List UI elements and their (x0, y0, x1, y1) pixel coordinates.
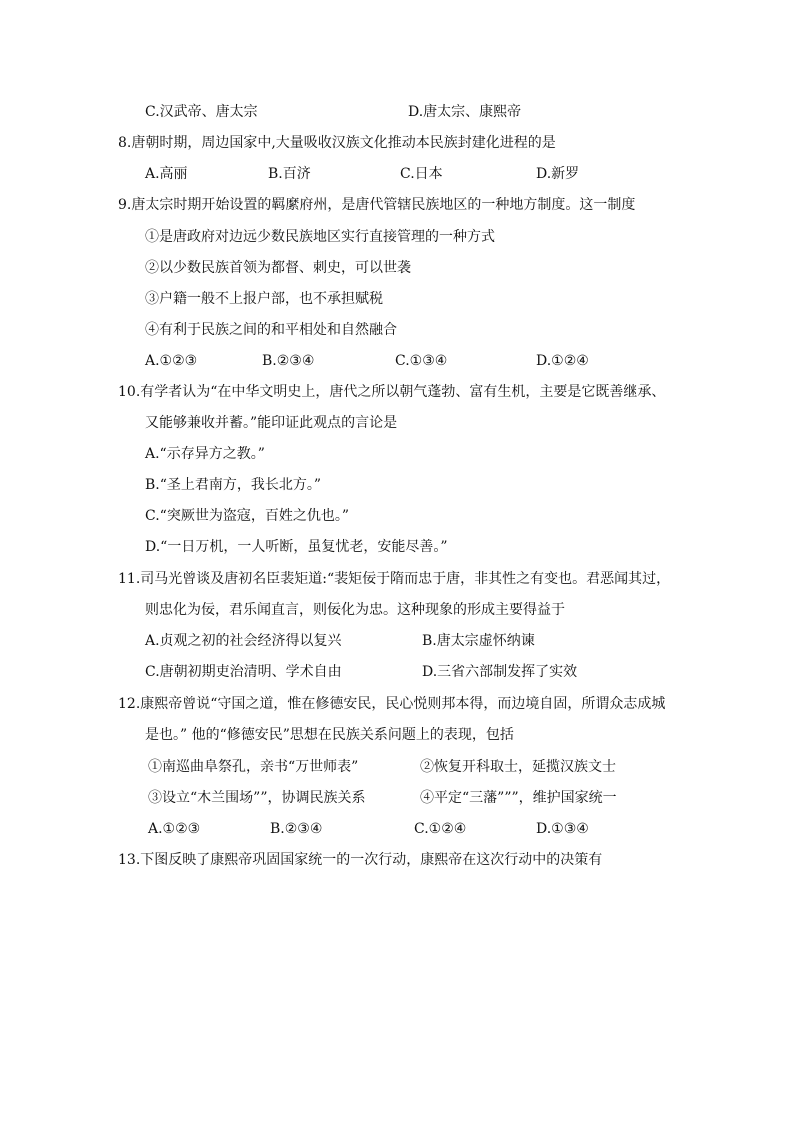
q11-option-b: B.唐太宗虚怀纳谏 (422, 633, 535, 649)
q9-option-d: D.①②④ (536, 353, 589, 369)
q9-option-c: C.①③④ (395, 353, 448, 369)
q12-stem-line-1: 12.康熙帝曾说“守国之道，惟在修德安民，民心悦则邦本得，而边境自固，所谓众志成城 (118, 696, 666, 712)
q12-option-a: A.①②③ (148, 821, 201, 837)
q10-option-a: A.“示存异方之教。” (145, 446, 265, 462)
q10-option-c: C.“突厥世为盗寇，百姓之仇也。” (145, 508, 349, 524)
q13-stem: 13.下图反映了康熙帝巩固国家统一的一次行动，康熙帝在这次行动中的决策有 (118, 852, 603, 868)
q8-option-b: B.百济 (268, 166, 311, 182)
q9-item-3: ③户籍一般不上报户部，也不承担赋税 (145, 291, 383, 307)
q10-option-b: B.“圣上君南方，我长北方。” (145, 477, 322, 493)
q12-item-1: ①南巡曲阜祭孔，亲书“万世师表” (148, 759, 359, 775)
q8-option-a: A.高丽 (145, 166, 188, 182)
q11-option-a: A.贞观之初的社会经济得以复兴 (145, 633, 342, 649)
q12-option-b: B.②③④ (270, 821, 323, 837)
q11-option-c: C.唐朝初期吏治清明、学术自由 (145, 664, 342, 680)
q12-item-2: ②恢复开科取士，延揽汉族文士 (420, 759, 616, 775)
q7-option-d: D.唐太宗、康熙帝 (408, 104, 522, 120)
q8-option-c: C.日本 (400, 166, 443, 182)
q10-stem-line-1: 10.有学者认为“在中华文明史上，唐代之所以朝气蓬勃、富有生机，主要是它既善继承、 (118, 384, 666, 400)
q10-stem-line-2: 又能够兼收并蓄。”能印证此观点的言论是 (145, 415, 398, 431)
q11-option-d: D.三省六部制发挥了实效 (422, 664, 578, 680)
q12-item-3: ③设立“木兰围场””，协调民族关系 (148, 790, 366, 806)
q9-item-2: ②以少数民族首领为都督、刺史，可以世袭 (145, 260, 411, 276)
q12-option-c: C.①②④ (414, 821, 467, 837)
q12-stem-line-2: 是也。” 他的“修德安民”思想在民族关系问题上的表现，包括 (145, 727, 514, 743)
q12-option-d: D.①③④ (536, 821, 589, 837)
q11-stem-line-2: 则忠化为佞，君乐闻直言，则佞化为忠。这种现象的形成主要得益于 (145, 602, 565, 618)
q11-stem-line-1: 11.司马光曾谈及唐初名臣裴矩道:“裴矩佞于隋而忠于唐，非其性之有变也。君恶闻其过， (118, 571, 671, 587)
q8-stem: 8.唐朝时期，周边国家中,大量吸收汉族文化推动本民族封建化进程的是 (118, 135, 556, 151)
q9-stem: 9.唐太宗时期开始设置的羁縻府州，是唐代管辖民族地区的一种地方制度。这一制度 (118, 197, 636, 213)
q9-item-4: ④有利于民族之间的和平相处和自然融合 (145, 322, 397, 338)
q9-option-b: B.②③④ (262, 353, 315, 369)
q8-option-d: D.新罗 (536, 166, 580, 182)
q10-option-d: D.“一日万机，一人听断，虽复忧老，安能尽善。” (145, 539, 448, 555)
q7-option-c: C.汉武帝、唐太宗 (145, 104, 258, 120)
q12-item-4: ④平定“三藩”””，维护国家统一 (420, 790, 617, 806)
q9-item-1: ①是唐政府对边远少数民族地区实行直接管理的一种方式 (145, 229, 495, 245)
q9-option-a: A.①②③ (145, 353, 198, 369)
